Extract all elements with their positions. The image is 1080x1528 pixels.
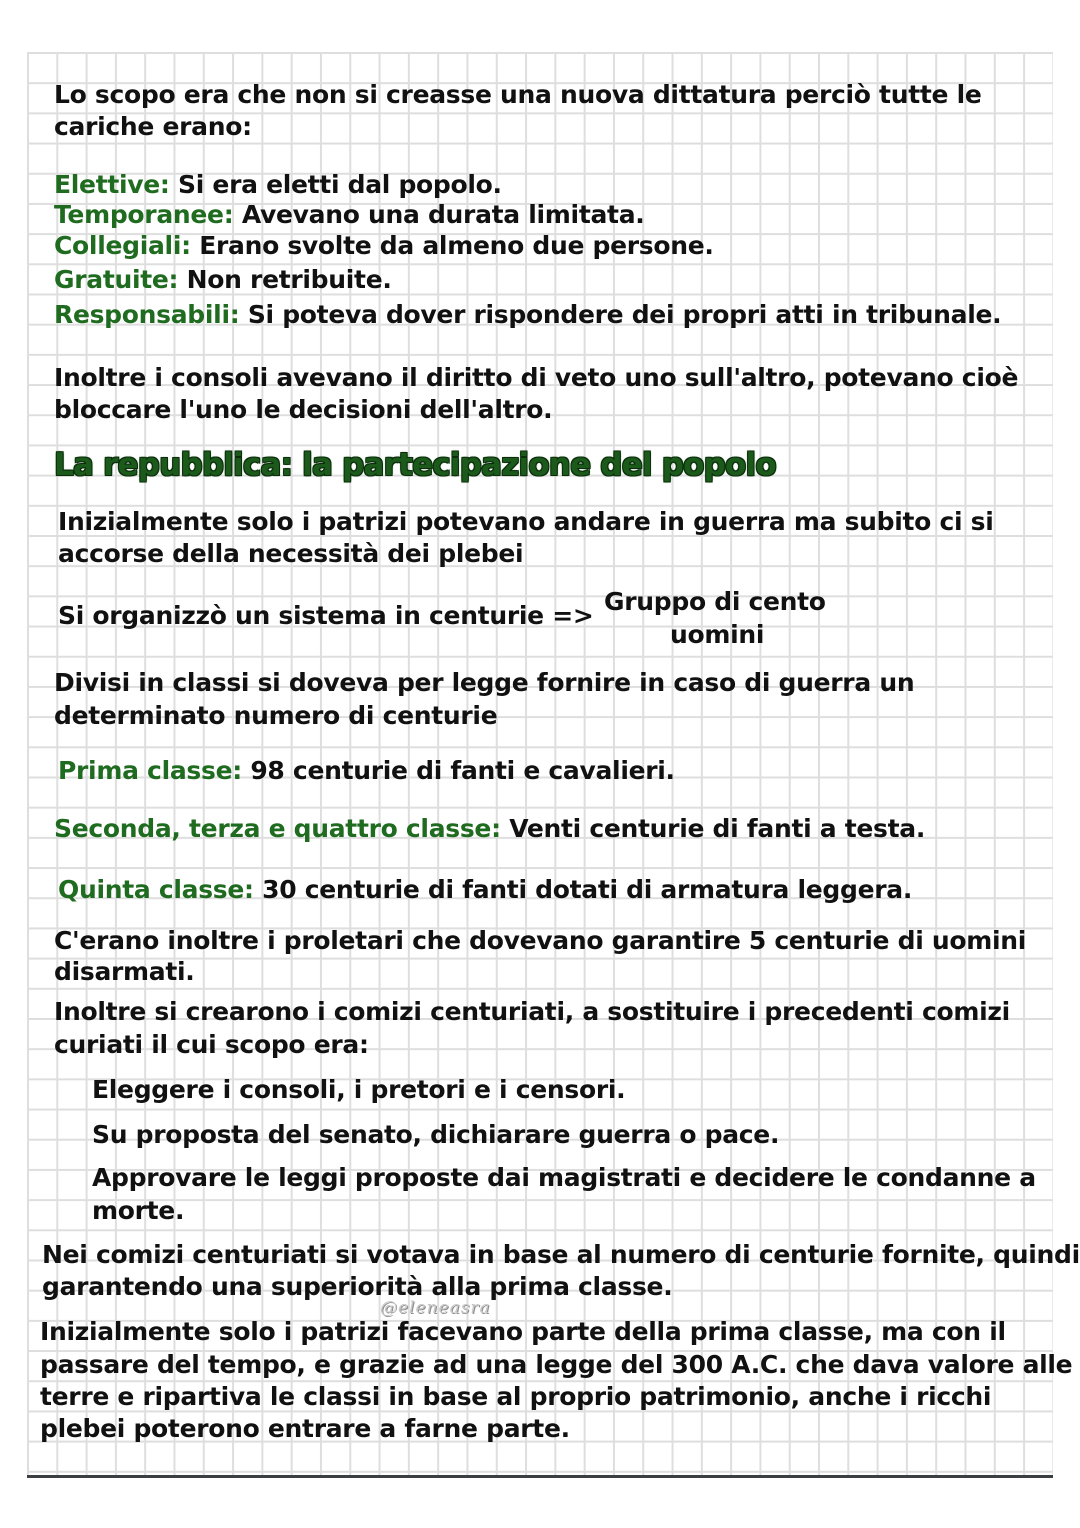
intro-line-1: Lo scopo era che non si creasse una nuova dittatura perciò tutte le	[54, 80, 982, 109]
comizi-line-2: curiati il cui scopo era:	[54, 1030, 369, 1059]
class-label: Seconda, terza e quattro classe:	[54, 814, 501, 843]
comizi-line-1: Inoltre si crearono i comizi centuriati, a sostituire i precedenti comizi	[54, 997, 1010, 1026]
voto-line-1: Nei comizi centuriati si votava in base al numero di centurie fornite, quindi	[42, 1240, 1080, 1269]
characteristic-temporanee	[54, 200, 644, 229]
class-label: Prima classe:	[58, 756, 242, 785]
term-label: Responsabili:	[54, 300, 240, 329]
term-definition: Si poteva dover rispondere dei propri atti in tribunale.	[239, 300, 1002, 329]
war-line-1: Inizialmente solo i patrizi potevano andare in guerra ma subito ci si	[58, 507, 994, 536]
centurie-line: Si organizzò un sistema in centurie =>	[58, 601, 594, 630]
term-definition: Non retribuite.	[178, 265, 392, 294]
term-definition: Si era eletti dal popolo.	[169, 170, 502, 199]
veto-line-1: Inoltre i consoli avevano il diritto di veto uno sull'altro, potevano cioè	[54, 363, 1019, 392]
finale-line-2: passare del tempo, e grazie ad una legge del 300 A.C. che dava valore alle	[40, 1350, 1073, 1379]
class-definition: 98 centurie di fanti e cavalieri.	[241, 756, 675, 785]
voto-line-2: garantendo una superiorità alla prima classe.	[42, 1272, 673, 1301]
characteristic-responsabili	[54, 300, 1001, 329]
term-definition: Erano svolte da almeno due persone.	[190, 231, 714, 260]
term-label: Gratuite:	[54, 265, 179, 294]
scopo-item: Eleggere i consoli, i pretori e i censori.	[92, 1075, 626, 1104]
class-definition: 30 centurie di fanti dotati di armatura leggera.	[253, 875, 913, 904]
class-label: Quinta classe:	[58, 875, 254, 904]
centurie-definition-line-2: uomini	[670, 620, 765, 649]
centurie-definition-line-1: Gruppo di cento	[604, 587, 826, 616]
finale-line-3: terre e ripartiva le classi in base al proprio patrimonio, anche i ricchi	[40, 1382, 992, 1411]
characteristic-elettive	[54, 170, 502, 199]
class-definition: Venti centurie di fanti a testa.	[500, 814, 926, 843]
class-prima	[58, 756, 675, 785]
scopo-item: Approvare le leggi proposte dai magistrati e decidere le condanne a	[92, 1163, 1036, 1192]
section-heading: La repubblica: la partecipazione del popolo	[54, 447, 776, 483]
author-watermark: @eleneasra	[380, 1298, 491, 1318]
term-label: Collegiali:	[54, 231, 191, 260]
finale-line-1: Inizialmente solo i patrizi facevano parte della prima classe, ma con il	[40, 1317, 1006, 1346]
classes-intro-line-2: determinato numero di centurie	[54, 701, 498, 730]
classes-intro-line-1: Divisi in classi si doveva per legge fornire in caso di guerra un	[54, 668, 915, 697]
characteristic-gratuite	[54, 265, 392, 294]
term-definition: Avevano una durata limitata.	[233, 200, 645, 229]
intro-line-2: cariche erano:	[54, 112, 252, 141]
proletari-line-2: disarmati.	[54, 957, 195, 986]
term-label: Temporanee:	[54, 200, 234, 229]
class-seconda-terza-quarta	[54, 814, 925, 843]
veto-line-2: bloccare l'uno le decisioni dell'altro.	[54, 395, 553, 424]
finale-line-4: plebei poterono entrare a farne parte.	[40, 1414, 570, 1443]
scopo-item-continued: morte.	[92, 1196, 185, 1225]
characteristic-collegiali	[54, 231, 714, 260]
class-quinta	[58, 875, 912, 904]
war-line-2: accorse della necessità dei plebei	[58, 539, 524, 568]
scopo-item: Su proposta del senato, dichiarare guerra o pace.	[92, 1120, 780, 1149]
term-label: Elettive:	[54, 170, 170, 199]
proletari-line-1: C'erano inoltre i proletari che dovevano garantire 5 centurie di uomini	[54, 926, 1027, 955]
